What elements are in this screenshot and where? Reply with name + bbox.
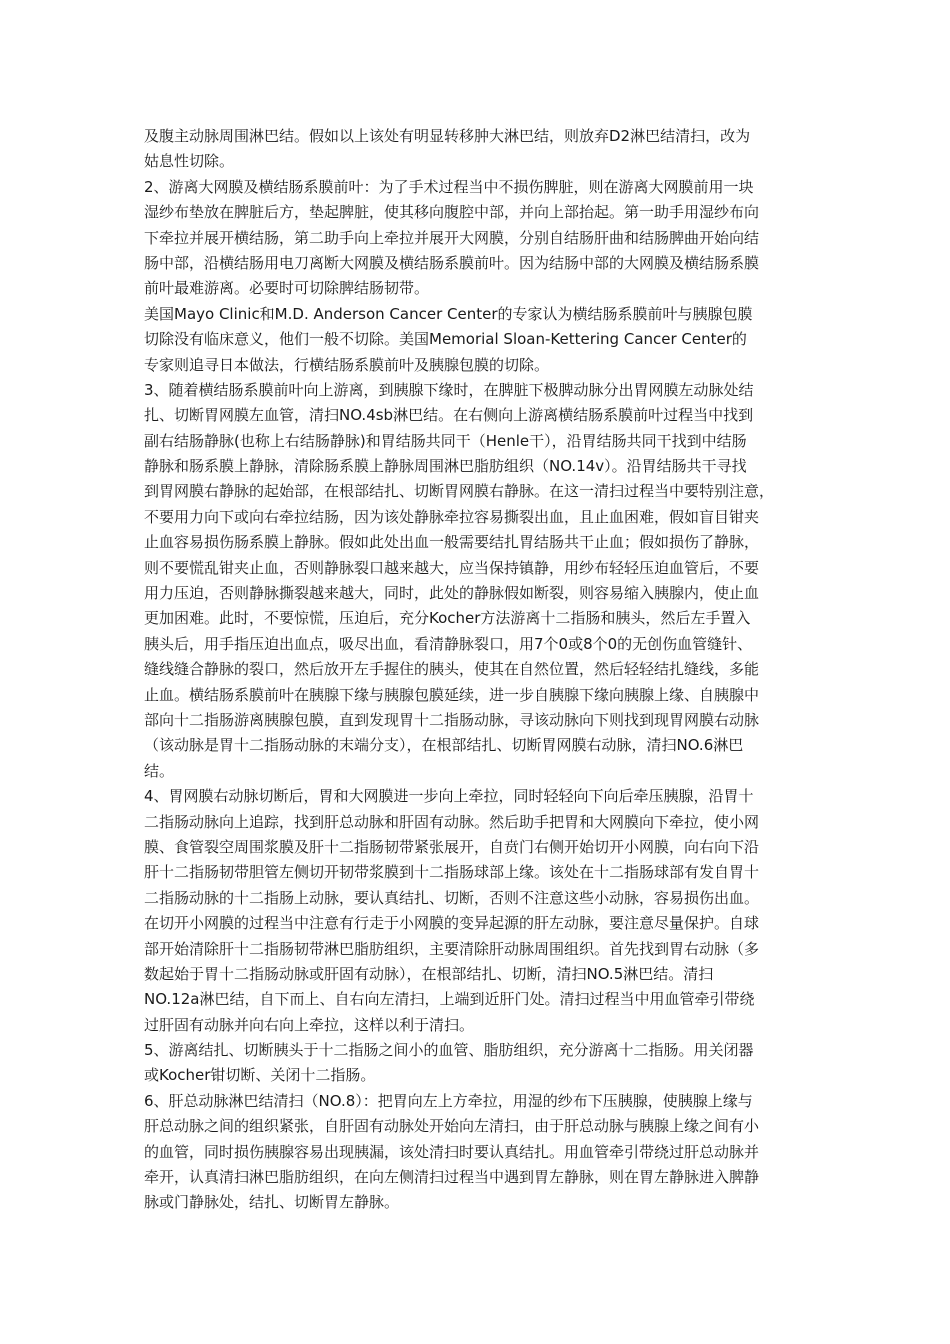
text-line: 的血管，同时损伤胰腺容易出现胰漏，该处清扫时要认真结扎。用血管牵引带绕过肝总动脉并 bbox=[144, 1142, 760, 1161]
text-line: 2、游离大网膜及横结肠系膜前叶：为了手术过程当中不损伤脾脏，则在游离大网膜前用一块 bbox=[144, 177, 754, 196]
text-line: 或Kocher钳切断、关闭十二指肠。 bbox=[144, 1066, 376, 1085]
document-body bbox=[144, 124, 814, 1216]
text-line: 切除没有临床意义，他们一般不切除。美国Memorial Sloan-Kettering Cancer Center的 bbox=[144, 330, 747, 349]
text-line: 二指肠动脉的十二指肠上动脉，要认真结扎、切断，否则不注意这些小动脉，容易损伤出血。 bbox=[144, 888, 760, 907]
text-line: 副右结肠静脉(也称上右结肠静脉)和胃结肠共同干（Henle干），沿胃结肠共同干找到中结肠 bbox=[144, 431, 747, 450]
text-line: 牵开，认真清扫淋巴脂肪组织，在向左侧清扫过程当中遇到胃左静脉，则在胃左静脉进入脾静 bbox=[144, 1168, 760, 1187]
text-line: 6、肝总动脉淋巴结清扫（NO.8）：把胃向左上方牵拉，用湿的纱布下压胰腺，使胰腺上缘与 bbox=[144, 1091, 753, 1110]
text-line: 止血容易损伤肠系膜上静脉。假如此处出血一般需要结扎胃结肠共干止血；假如损伤了静脉， bbox=[144, 533, 760, 552]
text-line: 部开始清除肝十二指肠韧带淋巴脂肪组织，主要清除肝动脉周围组织。首先找到胃右动脉（多 bbox=[144, 939, 760, 958]
text-line: 不要用力向下或向右牵拉结肠，因为该处静脉牵拉容易撕裂出血，且止血困难，假如盲目钳夹 bbox=[144, 507, 760, 526]
text-line: 及腹主动脉周围淋巴结。假如以上该处有明显转移肿大淋巴结，则放弃D2淋巴结清扫，改为 bbox=[144, 127, 751, 145]
text-line: 部向十二指肠游离胰腺包膜，直到发现胃十二指肠动脉，寻该动脉向下则找到现胃网膜右动脉 bbox=[144, 710, 760, 729]
text-line: 用力压迫，否则静脉撕裂越来越大，同时，此处的静脉假如断裂，则容易缩入胰腺内，使止血 bbox=[144, 584, 760, 603]
text-line: 缝线缝合静脉的裂口，然后放开左手握住的胰头，使其在自然位置，然后轻轻结扎缝线，多能 bbox=[144, 660, 760, 679]
text-line: 3、随着横结肠系膜前叶向上游离，到胰腺下缘时，在脾脏下极脾动脉分出胃网膜左动脉处结 bbox=[144, 380, 754, 399]
text-line: （该动脉是胃十二指肠动脉的末端分支），在根部结扎、切断胃网膜右动脉，清扫NO.6淋巴 bbox=[144, 736, 744, 755]
text-line: 姑息性切除。 bbox=[144, 152, 235, 171]
text-line: 止血。横结肠系膜前叶在胰腺下缘与胰腺包膜延续，进一步自胰腺下缘向胰腺上缘、自胰腺中 bbox=[144, 685, 760, 704]
text-line: 肝十二指肠韧带胆管左侧切开韧带浆膜到十二指肠球部上缘。该处在十二指肠球部有发自胃十 bbox=[144, 863, 760, 882]
text-line: 4、胃网膜右动脉切断后，胃和大网膜进一步向上牵拉，同时轻轻向下向后牵压胰腺，沿胃十 bbox=[144, 787, 754, 806]
text-line: 静脉和肠系膜上静脉，清除肠系膜上静脉周围淋巴脂肪组织（NO.14v）。沿胃结肠共干寻找 bbox=[144, 457, 747, 476]
text-line: 下牵拉并展开横结肠，第二助手向上牵拉并展开大网膜，分别自结肠肝曲和结肠脾曲开始向结 bbox=[144, 228, 760, 247]
text-line: 二指肠动脉向上追踪，找到肝总动脉和肝固有动脉。然后助手把胃和大网膜向下牵拉，使小网 bbox=[144, 812, 760, 831]
text-line: 膜、食管裂空周围浆膜及肝十二指肠韧带紧张展开，自贲门右侧开始切开小网膜，向右向下沿 bbox=[144, 837, 760, 856]
text-line: 到胃网膜右静脉的起始部，在根部结扎、切断胃网膜右静脉。在这一清扫过程当中要特别注意， bbox=[144, 482, 775, 501]
text-line: 肝总动脉之间的组织紧张，自肝固有动脉处开始向左清扫，由于肝总动脉与胰腺上缘之间有小 bbox=[144, 1117, 760, 1136]
text-line: 肠中部，沿横结肠用电刀离断大网膜及横结肠系膜前叶。因为结肠中部的大网膜及横结肠系膜 bbox=[144, 253, 760, 272]
text-line: 结。 bbox=[144, 761, 175, 780]
text-line: 5、游离结扎、切断胰头于十二指肠之间小的血管、脂肪组织，充分游离十二指肠。用关闭器 bbox=[144, 1041, 754, 1060]
text-line: 美国Mayo Clinic和M.D. Anderson Cancer Center的专家认为横结肠系膜前叶与胰腺包膜 bbox=[144, 304, 753, 323]
text-line: NO.12a淋巴结，自下而上、自右向左清扫，上端到近肝门处。清扫过程当中用血管牵引带绕 bbox=[144, 990, 755, 1009]
text-line: 胰头后，用手指压迫出血点，吸尽出血，看清静脉裂口，用7个0或8个0的无创伤血管缝针、 bbox=[144, 634, 753, 653]
text-line: 在切开小网膜的过程当中注意有行走于小网膜的变异起源的肝左动脉，要注意尽量保护。自球 bbox=[144, 914, 760, 933]
text-line: 前叶最难游离。必要时可切除脾结肠韧带。 bbox=[144, 279, 430, 298]
text-line: 专家则追寻日本做法，行横结肠系膜前叶及胰腺包膜的切除。 bbox=[144, 355, 550, 374]
text-line: 过肝固有动脉并向右向上牵拉，这样以利于清扫。 bbox=[144, 1015, 475, 1034]
text-line: 数起始于胃十二指肠动脉或肝固有动脉），在根部结扎、切断，清扫NO.5淋巴结。清扫 bbox=[144, 964, 714, 983]
text-line: 则不要慌乱钳夹止血，否则静脉裂口越来越大，应当保持镇静，用纱布轻轻压迫血管后，不要 bbox=[144, 558, 760, 577]
text-line: 脉或门静脉处，结扎、切断胃左静脉。 bbox=[144, 1193, 400, 1212]
text-line: 更加困难。此时，不要惊慌，压迫后，充分Kocher方法游离十二指肠和胰头，然后左手置入 bbox=[144, 609, 751, 628]
text-line: 扎、切断胃网膜左血管，清扫NO.4sb淋巴结。在右侧向上游离横结肠系膜前叶过程当中找到 bbox=[144, 406, 754, 425]
text-line: 湿纱布垫放在脾脏后方，垫起脾脏，使其移向腹腔中部，并向上部抬起。第一助手用湿纱布向 bbox=[144, 203, 760, 222]
